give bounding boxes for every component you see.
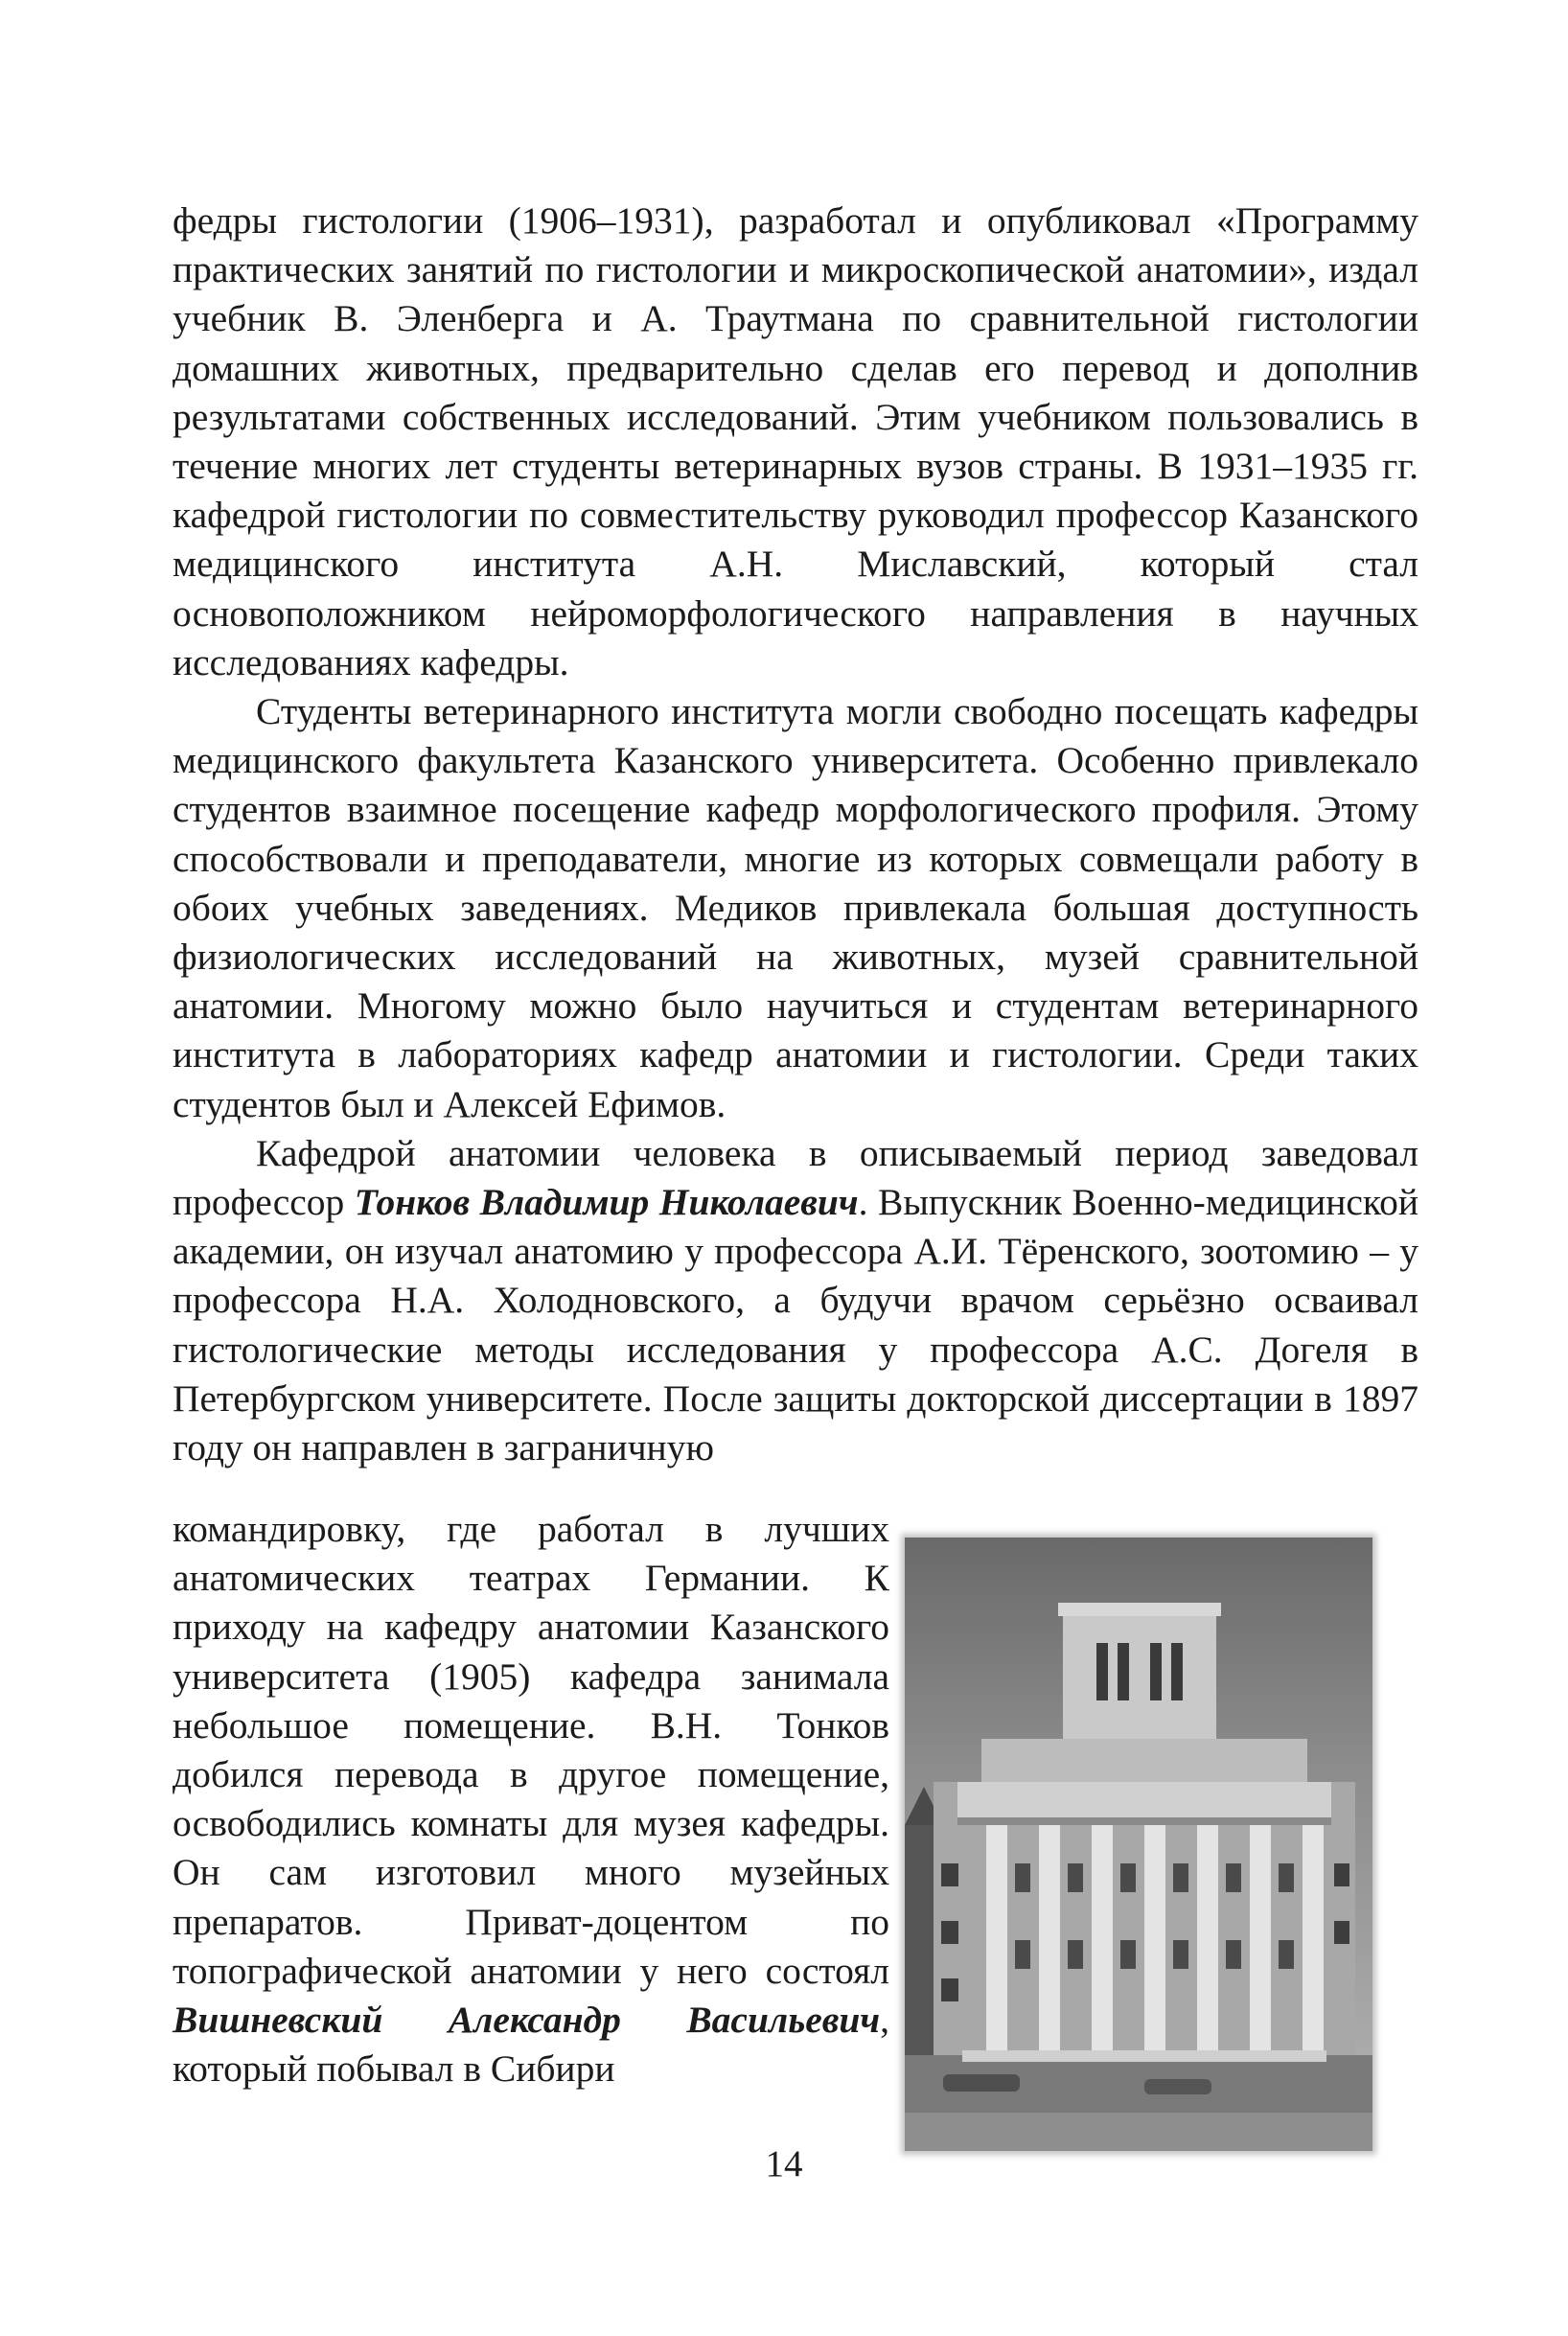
paragraph-1: федры гистологии (1906–1931), разработал и опубликовал «Программу практических занятий по гистологии и микроскопической анатомии», издал учебник В. Эленберга и А. Траутмана по сравнительной гистологии домашних животных, предварительно сделав его перевод и дополнив результатами собственных исследований. Этим учебником пользовались в течение многих лет студенты ветеринарных вузов страны. В 1931–1935 гг. кафедрой гистологии по совместительству руководил профессор Казанского медицинского института А.Н. Миславский, который стал основоположником нейроморфологического направления в научных исследованиях кафедры.: [173, 199, 1418, 683]
paragraph-3: [173, 1129, 1418, 1472]
paragraph-3-text-b: . Выпускник Военно-медицинской академии, он изучал анатомию у профессора А.И. Тёренского, зоотомию – у профессора Н.А. Холодновского, а будучи врачом серьёзно осваивал гистологические методы исследования у профессора А.С. Догеля в Петербургском университете. После защиты докторской диссертации в 1897 году он направлен в заграничную: [173, 1181, 1418, 1469]
paragraph-3-cont-b: , который побывал в Сибири: [173, 1999, 889, 2091]
paragraph-2: Студенты ветеринарного института могли свободно посещать кафедры медицинского факультета Казанского университета. Особенно привлекало студентов взаимное посещение кафедр морфологического профиля. Этому способствовали и преподаватели, многие из которых совмещали работу в обоих учебных заведениях. Медиков привлекала большая доступность физиологических исследований на животных, музей сравнительной анатомии. Многому можно было научиться и студентам ветеринарного института в лабораториях кафедр анатомии и гистологии. Среди таких студентов был и Алексей Ефимов.: [173, 690, 1418, 1125]
person-name-tonkov: Тонков Владимир Николаевич: [354, 1181, 859, 1224]
paragraph-3-continued: [173, 1505, 889, 2093]
wrapped-text: [173, 1505, 889, 2093]
page-number: 14: [765, 2143, 803, 2185]
paragraph-3-text-a: Кафедрой анатомии человека в описываемый период заведовал профессор: [173, 1131, 1418, 1224]
building-illustration: [905, 1538, 1372, 2151]
person-name-vishnevsky: Вишневский Александр Васильевич: [173, 1999, 881, 2042]
paragraph-3-cont-a: командировку, где работал в лучших анатомических театрах Германии. К приходу на кафедру анатомии Казанского университета (1905) кафедра занимала небольшое помещение. В.Н. Тонков добился перевода в другое помещение, освободились комнаты для музея кафедры. Он сам изготовил много музейных препаратов. Приват-доцентом по топографической анатомии у него состоял: [173, 1508, 889, 1992]
building-photo: [905, 1538, 1372, 2151]
main-text: [173, 197, 1418, 1472]
